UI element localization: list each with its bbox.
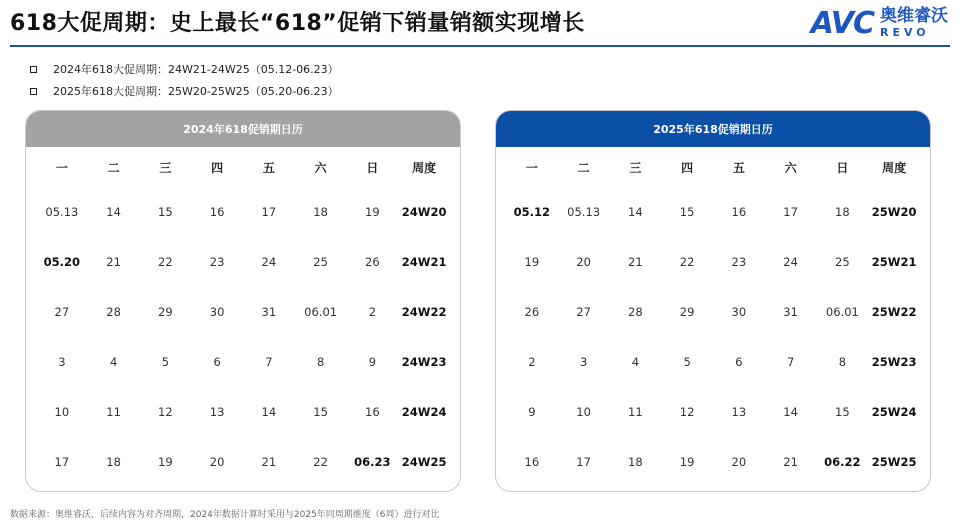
date-cell: 27 — [576, 305, 591, 319]
weekday-header: 四 — [211, 160, 224, 175]
week-label-cell: 25W21 — [871, 255, 917, 269]
date-cell: 4 — [631, 355, 640, 369]
date-cell: 29 — [679, 305, 695, 319]
weekday-header: 二 — [577, 160, 590, 175]
week-label-cell: 25W22 — [871, 305, 917, 319]
date-cell: 14 — [261, 405, 277, 419]
date-cell: 14 — [628, 205, 643, 219]
date-cell: 22 — [158, 255, 173, 269]
date-cell: 31 — [261, 305, 277, 319]
date-cell: 10 — [54, 405, 70, 419]
date-cell: 17 — [783, 205, 798, 219]
date-cell: 19 — [524, 255, 540, 269]
date-cell: 05.20 — [43, 255, 81, 269]
page-title: 618大促周期：史上最长“618”促销下销量销额实现增长 — [10, 11, 585, 36]
date-cell: 19 — [365, 205, 380, 219]
date-cell: 06.01 — [304, 305, 338, 319]
week-column-header: 周度 — [882, 160, 907, 175]
date-cell: 05.13 — [567, 205, 601, 219]
bullet-item-2025 — [30, 80, 339, 102]
square-bullet-icon — [30, 88, 37, 95]
week-label-cell: 24W22 — [401, 305, 447, 319]
date-cell: 18 — [835, 205, 850, 219]
logo-en-text: REVO — [880, 26, 930, 39]
date-cell: 29 — [158, 305, 173, 319]
weekday-header-row — [26, 147, 460, 187]
date-cell: 16 — [731, 205, 747, 219]
date-cell: 20 — [209, 455, 225, 469]
title-divider — [10, 45, 950, 47]
date-cell: 21 — [628, 255, 643, 269]
date-cell: 9 — [528, 405, 536, 419]
date-cell: 2 — [368, 305, 377, 319]
date-cell: 3 — [58, 355, 66, 369]
date-cell: 20 — [731, 455, 747, 469]
source-footnote: 数据来源：奥维睿沃，后续内容为对齐周期，2024年数据计算时采用与2025年同周期维度（6周）进行对比 — [10, 510, 440, 520]
date-cell: 21 — [106, 255, 121, 269]
date-cell: 16 — [524, 455, 540, 469]
date-cell: 17 — [261, 205, 277, 219]
date-cell: 7 — [786, 355, 795, 369]
date-cell: 05.13 — [45, 205, 79, 219]
date-cell: 19 — [158, 455, 173, 469]
date-cell: 26 — [365, 255, 380, 269]
logo-cn-text: 奥维睿沃 — [880, 6, 948, 26]
weekday-header: 日 — [366, 160, 379, 175]
bullet-item-2024 — [30, 58, 339, 80]
date-cell: 12 — [679, 405, 695, 419]
week-label-cell: 24W21 — [401, 255, 447, 269]
date-cell: 17 — [54, 455, 70, 469]
calendar-2025-title: 2025年618促销期日历 — [496, 111, 930, 147]
date-cell: 4 — [109, 355, 118, 369]
date-cell: 28 — [628, 305, 643, 319]
weekday-header: 六 — [784, 160, 797, 175]
week-label-cell: 25W23 — [871, 355, 917, 369]
date-cell: 15 — [158, 205, 173, 219]
date-cell: 6 — [213, 355, 221, 369]
weekday-header: 一 — [525, 160, 538, 175]
date-cell: 30 — [731, 305, 747, 319]
date-cell: 24 — [261, 255, 277, 269]
date-cell: 25 — [835, 255, 850, 269]
date-cell: 25 — [313, 255, 328, 269]
logo-cn-block — [880, 8, 948, 38]
date-cell: 13 — [731, 405, 747, 419]
date-cell: 27 — [54, 305, 70, 319]
logo-avc-text: AVC — [810, 5, 874, 41]
weekday-header: 三 — [629, 160, 642, 175]
weekday-header: 二 — [107, 160, 120, 175]
weekday-header: 一 — [55, 160, 68, 175]
date-cell: 18 — [313, 205, 328, 219]
date-cell: 6 — [735, 355, 743, 369]
week-label-cell: 25W24 — [871, 405, 917, 419]
date-cell: 24 — [783, 255, 798, 269]
week-column-header: 周度 — [412, 160, 437, 175]
date-cell: 21 — [261, 455, 277, 469]
square-bullet-icon — [30, 66, 37, 73]
weekday-header-row — [496, 147, 930, 187]
bullet-list — [30, 58, 339, 102]
date-cell: 10 — [576, 405, 591, 419]
date-cell: 21 — [783, 455, 798, 469]
weekday-header: 五 — [262, 160, 275, 175]
date-cell: 5 — [161, 355, 170, 369]
date-cell: 11 — [628, 405, 643, 419]
date-cell: 19 — [679, 455, 695, 469]
avc-revo-logo — [811, 6, 948, 40]
weekday-header: 五 — [732, 160, 745, 175]
date-cell: 30 — [209, 305, 225, 319]
date-cell: 5 — [683, 355, 691, 369]
weekday-header: 日 — [836, 160, 849, 175]
date-cell: 8 — [838, 355, 847, 369]
date-cell: 11 — [106, 405, 121, 419]
calendar-2024 — [25, 110, 461, 492]
weekday-header: 三 — [159, 160, 172, 175]
date-cell: 12 — [158, 405, 173, 419]
date-cell: 15 — [679, 205, 695, 219]
date-cell: 18 — [106, 455, 121, 469]
week-label-cell: 25W20 — [871, 205, 917, 219]
date-cell: 20 — [576, 255, 591, 269]
calendar-2025 — [495, 110, 931, 492]
date-cell: 06.23 — [354, 455, 391, 469]
date-cell: 14 — [106, 205, 121, 219]
date-cell: 13 — [209, 405, 225, 419]
date-cell: 26 — [524, 305, 540, 319]
date-cell: 9 — [368, 355, 377, 369]
bullet-text: 2025年618大促周期：25W20-25W25（05.20-06.23） — [53, 85, 339, 98]
date-cell: 23 — [209, 255, 225, 269]
calendar-2024-body — [26, 187, 460, 487]
date-cell: 17 — [576, 455, 591, 469]
week-label-cell: 24W24 — [401, 405, 447, 419]
date-cell: 22 — [679, 255, 695, 269]
date-cell: 15 — [835, 405, 850, 419]
date-cell: 23 — [731, 255, 747, 269]
calendar-2024-title: 2024年618促销期日历 — [26, 111, 460, 147]
week-label-cell: 24W25 — [401, 455, 447, 469]
week-label-cell: 24W20 — [401, 205, 447, 219]
bullet-text: 2024年618大促周期：24W21-24W25（05.12-06.23） — [53, 63, 339, 76]
date-cell: 16 — [365, 405, 380, 419]
week-label-cell: 24W23 — [401, 355, 447, 369]
calendar-2025-body — [496, 187, 930, 487]
date-cell: 06.01 — [825, 305, 859, 319]
date-cell: 05.12 — [513, 205, 551, 219]
date-cell: 8 — [316, 355, 325, 369]
date-cell: 2 — [528, 355, 536, 369]
weekday-header: 四 — [681, 160, 694, 175]
date-cell: 7 — [265, 355, 273, 369]
date-cell: 31 — [783, 305, 798, 319]
date-cell: 28 — [106, 305, 121, 319]
date-cell: 15 — [313, 405, 328, 419]
date-cell: 06.22 — [824, 455, 861, 469]
date-cell: 22 — [313, 455, 328, 469]
weekday-header: 六 — [314, 160, 327, 175]
date-cell: 16 — [209, 205, 225, 219]
week-label-cell: 25W25 — [871, 455, 917, 469]
date-cell: 3 — [579, 355, 588, 369]
date-cell: 18 — [628, 455, 643, 469]
date-cell: 14 — [783, 405, 798, 419]
